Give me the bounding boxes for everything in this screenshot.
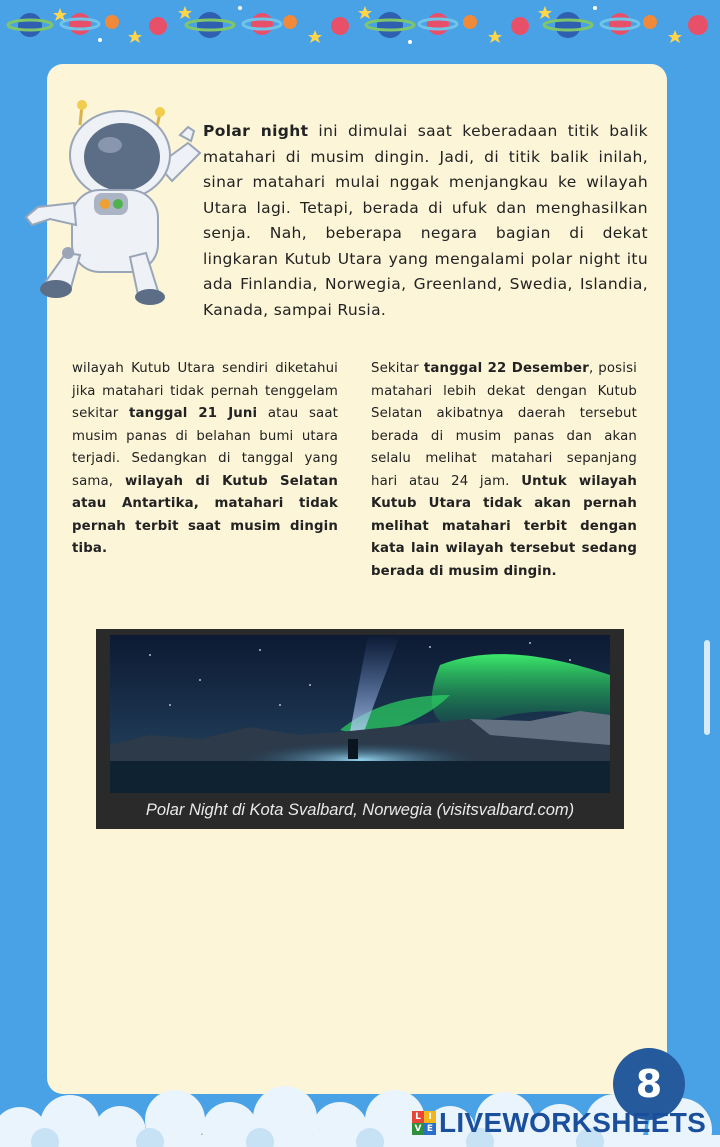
liveworksheets-logo[interactable] xyxy=(412,1107,706,1139)
planet-icon xyxy=(366,12,414,38)
planet-icon xyxy=(511,17,529,35)
planet-banner xyxy=(0,0,720,50)
intro-text: ini dimulai saat keberadaan titik balik matahari di musim dingin. Jadi, di titik balik inilah, sinar matahari mulai nggak menjangkau ke wilayah Utara lagi. Tetapi, berada di ufuk dan menghasilkan senja. Nah, beberapa negara bagian di dekat lingkaran Kutub Utara yang mengalami polar night itu ada Finlandia, Norwegia, Greenland, Swedia, Islandia, Kanada, sampai Rusia. xyxy=(203,122,648,319)
page-number-badge: 8 xyxy=(613,1048,685,1120)
planet-icon xyxy=(283,15,297,29)
aurora-photo xyxy=(96,629,624,829)
left-text-1: wilayah Kutub Utara sendiri diketahui jika matahari tidak pernah tenggelam sekitar xyxy=(72,361,338,421)
aurora-image xyxy=(110,635,610,793)
brand-logo-icon: L I V E xyxy=(412,1111,436,1135)
planet-icon xyxy=(8,13,52,37)
intro-paragraph xyxy=(203,119,648,323)
astronaut-illustration xyxy=(10,95,210,320)
planet-icon xyxy=(61,13,99,35)
brand-name: LIVEWORKSHEETS xyxy=(439,1107,707,1138)
right-column-text xyxy=(371,358,637,583)
planet-icon xyxy=(463,15,477,29)
right-text-2: , posisi matahari lebih dekat dengan Kutub Selatan akibatnya daerah tersebut berada di musim panas dan akan selalu melihat matahari sepanjang hari atau 24 jam. xyxy=(371,361,637,489)
right-bold-2: Untuk wilayah Kutub Utara tidak akan pernah melihat matahari terbit dengan kata lain wilayah tersebut sedang berada di musim dingin. xyxy=(371,473,638,579)
planet-icon xyxy=(186,12,234,38)
left-column-text xyxy=(72,358,338,561)
scrollbar[interactable] xyxy=(704,640,710,735)
planet-icon xyxy=(149,17,167,35)
left-text-2: atau saat musim panas di belahan bumi utara terjadi. Sedangkan di tanggal yang sama, xyxy=(72,406,338,489)
planet-icon xyxy=(544,12,592,38)
left-bold-2: wilayah di Kutub Selatan atau Antartika, matahari tidak pernah terbit saat musim dingin tiba. xyxy=(72,473,339,556)
left-bold-1: tanggal 21 Juni xyxy=(128,406,258,421)
planet-icon xyxy=(243,13,281,35)
planet-icon xyxy=(688,15,708,35)
planet-icon xyxy=(419,13,457,35)
term-polar-night: Polar night xyxy=(203,122,309,140)
right-bold-1: tanggal 22 Desember xyxy=(423,361,589,376)
planet-icon xyxy=(601,13,639,35)
planet-icon xyxy=(331,17,349,35)
photo-caption: Polar Night di Kota Svalbard, Norwegia (visitsvalbard.com) xyxy=(145,801,575,819)
planet-icon xyxy=(105,15,119,29)
planet-icon xyxy=(643,15,657,29)
right-text-1: Sekitar xyxy=(371,361,424,376)
